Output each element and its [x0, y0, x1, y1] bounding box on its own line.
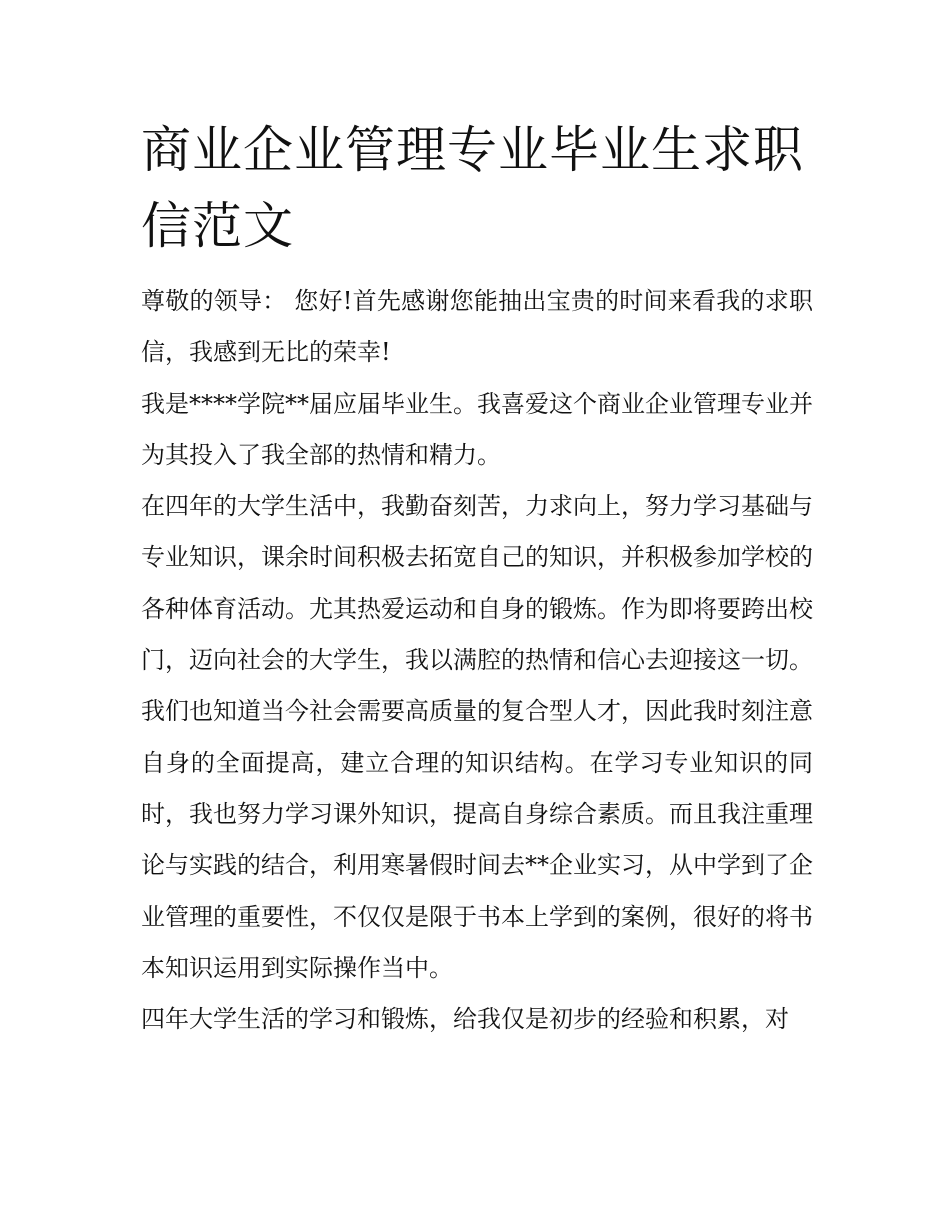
paragraph-university-life: 在四年的大学生活中，我勤奋刻苦，力求向上，努力学习基础与专业知识，课余时间积极去拓宽自己的知识，并积极参加学校的各种体育活动。尤其热爱运动和自身的锻炼。作为即将要跨出校门，迈向社会的大学生，我以满腔的热情和信心去迎接这一切。 [141, 492, 813, 675]
document-body [141, 276, 813, 1045]
paragraph-introduction: 我是****学院**届应届毕业生。我喜爱这个商业企业管理专业并为其投入了我全部的热情和精力。 [141, 389, 813, 469]
document-title: 商业企业管理专业毕业生求职信范文 [141, 121, 804, 255]
paragraph-experience: 四年大学生活的学习和锻炼，给我仅是初步的经验和积累，对 [141, 1005, 789, 1034]
paragraph-skills: 我们也知道当今社会需要高质量的复合型人才，因此我时刻注意自身的全面提高，建立合理的知识结构。在学习专业知识的同时，我也努力学习课外知识，提高自身综合素质。而且我注重理论与实践的结合，利用寒暑假时间去**企业实习，从中学到了企业管理的重要性，不仅仅是限于书本上学到的案例，很好的将书本知识运用到实际操作当中。 [141, 697, 813, 982]
paragraph-greeting: 尊敬的领导： 您好!首先感谢您能抽出宝贵的时间来看我的求职信，我感到无比的荣幸! [141, 287, 813, 367]
